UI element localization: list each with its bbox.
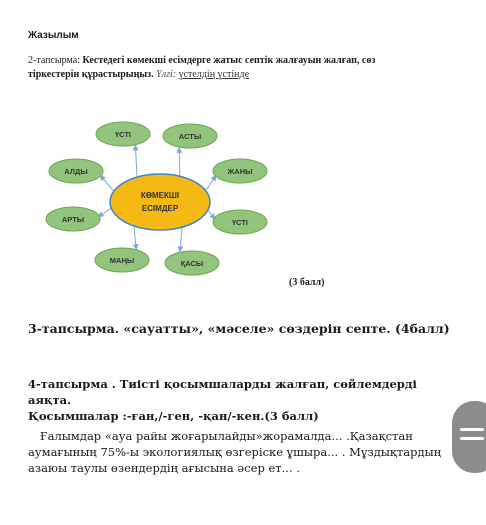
- section-heading: Жазылым: [28, 30, 79, 41]
- hamburger-menu-button[interactable]: [452, 401, 486, 473]
- diagram-arrow: [180, 226, 182, 252]
- example-label: Үлгі:: [156, 69, 177, 80]
- diagram-arrow: [134, 225, 137, 250]
- task-4-line-1: 4-тапсырма . Тиісті қосымшаларды жалғап, сөйлемдерді аяқта.: [28, 377, 417, 407]
- task-2-score: (3 балл): [289, 277, 325, 288]
- diagram-arrow: [135, 145, 137, 178]
- task-2-text: Кестедегі көмекші есімдерге жатыс септік жалғауын жалғап, сөз тіркестерін құрастырыңыз.: [28, 55, 376, 80]
- task-2-prefix: 2-тапсырма:: [28, 55, 83, 66]
- diagram-node-label: АСТЫ: [178, 132, 202, 141]
- task-2-instruction: [28, 54, 428, 82]
- diagram-node-label: ЖАНЫ: [227, 167, 253, 176]
- diagram-node-label: МАҢЫ: [109, 256, 135, 265]
- task-4-paragraph: Ғалымдар «ауа райы жоғарылайды»жорамалда... .Қазақстан аумағының 75%-ы экологиялық өзгеріске ұшыра... . Мұздықтардың азаюы таулы өзендердің ағысына әсер ет... .: [28, 429, 442, 475]
- center-label-line1: КӨМЕКШІ: [140, 191, 180, 200]
- task-4-instruction: [28, 376, 448, 424]
- diagram-node-label: ҮСТІ: [114, 130, 132, 139]
- diagram-node-label: АЛДЫ: [64, 167, 88, 176]
- diagram-arrow: [205, 176, 216, 193]
- diagram-node-label: АРТЫ: [61, 215, 85, 224]
- center-label-line2: ЕСІМДЕР: [141, 204, 179, 213]
- center-node: [110, 174, 210, 230]
- diagram-node-label: ҚАСЫ: [180, 259, 204, 268]
- task-3-instruction: 3-тапсырма. «сауатты», «мәселе» сөздерін септе. (4балл): [28, 321, 450, 336]
- auxiliary-nouns-diagram: [30, 118, 280, 283]
- task-4-line-2: Қосымшалар :-ған,/-ген, -қан/-кен.(3 балл): [28, 409, 319, 423]
- diagram-node-label: ҮСТІ: [231, 218, 249, 227]
- diagram-arrow: [100, 176, 115, 193]
- example-text: үстелдің үстінде: [178, 69, 250, 80]
- diagram-arrow: [179, 148, 180, 178]
